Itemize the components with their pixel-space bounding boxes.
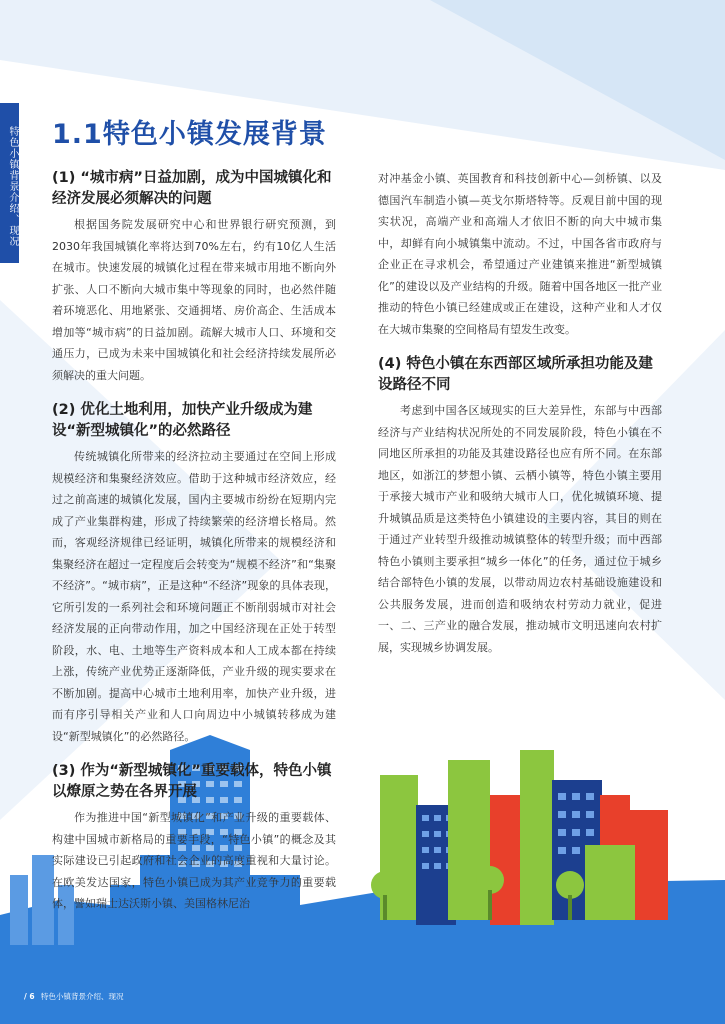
section-1-body: 根据国务院发展研究中心和世界银行研究预测，到2030年我国城镇化率将达到70%左右，约有10亿人生活在城市。快速发展的城镇化过程在带来城市用地不断向外扩张、人口不断向大城市集中等现象的同时，也必然伴随着环境恶化、用地紧张、交通拥堵、房价高企、生活成本增加等“城市病”的日益加剧。疏解大城市人口、环境和交通压力，已成为未来中国城镇化和社会经济持续发展所必须解决的重大问题。	[52, 218, 336, 382]
page-title: 1.1特色小镇发展背景	[52, 119, 327, 150]
page-footer	[24, 991, 123, 1002]
page-number: / 6	[24, 992, 35, 1001]
section-2-body: 传统城镇化所带来的经济拉动主要通过在空间上形成规模经济和集聚经济效应。借助于这种城市经济效应，经过之前高速的城镇化发展，国内主要城市纷纷在短期内完成了产业集群构建，形成了持续繁荣的经济增长格局。然而，客观经济规律已经证明，城镇化所带来的规模经济和集聚经济在超过一定程度后会转变为“规模不经济”和“集聚不经济”。“城市病”，正是这种“不经济”现象的具体表现，它所引发的一系列社会和环境问题正不断削弱城市对社会经济发展的正向带动作用，加之中国经济现在正处于转型阶段，水、电、土地等生产资料成本和人工成本都在持续上涨，传统产业优势正逐渐降低，产业升级的现实要求在不断加剧。提高中心城市土地利用率，加快产业升级，进而有序引导相关产业和人口向周边中小城镇转移成为建设“新型城镇化”的必然路径。	[52, 450, 336, 743]
section-4-body: 考虑到中国各区域现实的巨大差异性，东部与中西部经济与产业结构状况所处的不同发展阶段，特色小镇在不同地区所承担的功能及其建设路径也应有所不同。在东部地区，如浙江的梦想小镇、云栖小镇等，特色小镇主要用于承接大城市产业和吸纳大城市人口，优化城镇环境、提升城镇品质是这类特色小镇建设的主要内容，其目的则在于通过产业转型升级推动城镇整体的转型升级；而中西部特色小镇则主要承担“城乡一体化”的任务，通过位于城乡结合部特色小镇的发展，以带动周边农村基础设施建设和公共服务发展，进而创造和吸纳农村劳动力就业，促进一、二、三产业的融合发展，推动城市文明迅速向农村扩展，实现城乡协调发展。	[378, 404, 662, 654]
section-side-tab: 特色小镇背景介绍、现况	[0, 103, 19, 263]
left-column	[52, 168, 336, 915]
section-3-continued-body: 对冲基金小镇、英国教育和科技创新中心—剑桥镇、以及德国汽车制造小镇—英戈尔斯塔特等。反观目前中国的现实状况，高端产业和高端人才依旧不断的向大中城市集中，却鲜有向小城镇集中流动。不过，中国各省市政府与企业正在寻求机会，希望通过产业建镇来推进“新型城镇化”的建设以及产业结构的升级。随着中国各地区一批产业推动的特色小镇已经建成或正在建设，这种产业和人才仅在大城市集聚的空间格局有望发生改变。	[378, 172, 662, 336]
section-2-heading: (2) 优化土地利用，加快产业升级成为建设“新型城镇化”的必然路径	[52, 402, 313, 439]
footer-label: 特色小镇背景介绍、现况	[40, 992, 124, 1001]
section-3-body: 作为推进中国“新型城镇化”和产业升级的重要载体、构建中国城市新格局的重要手段，“特色小镇”的概念及其实际建设已引起政府和社会企业的高度重视和大量讨论。在欧美发达国家，特色小镇已成为其产业竞争力的重要载体，譬如瑞士达沃斯小镇、美国格林尼治	[52, 811, 336, 910]
right-column	[378, 168, 662, 658]
section-3-heading: (3) 作为“新型城镇化”重要载体，特色小镇以燎原之势在各界开展	[52, 763, 332, 800]
section-4-heading: (4) 特色小镇在东西部区域所承担功能及建设路径不同	[378, 356, 653, 393]
section-1-heading: (1) “城市病”日益加剧，成为中国城镇化和经济发展必须解决的问题	[52, 170, 332, 207]
